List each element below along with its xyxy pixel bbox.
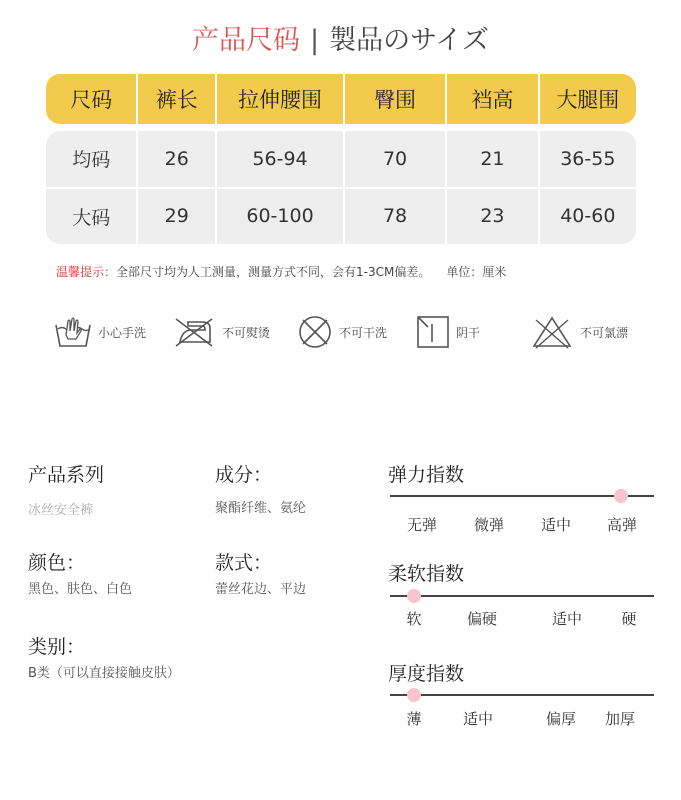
softness-indicator bbox=[407, 589, 421, 603]
header-cell: 臀围 bbox=[343, 74, 445, 124]
header-cell: 尺码 bbox=[70, 88, 113, 112]
material-value: 聚酯纤维、氨纶 bbox=[215, 501, 307, 516]
table-cell: 21 bbox=[445, 131, 537, 187]
table-cell: 均码 bbox=[72, 149, 111, 172]
elasticity-label: 微弹 bbox=[473, 516, 505, 534]
table-cell: 40-60 bbox=[538, 189, 636, 245]
table-cell: 56-94 bbox=[215, 131, 343, 187]
elasticity-label: 适中 bbox=[540, 516, 572, 534]
category-title: 类别： bbox=[28, 636, 86, 658]
softness-label: 适中 bbox=[551, 610, 583, 628]
softness-scale-line bbox=[390, 595, 654, 597]
elasticity-indicator bbox=[614, 489, 628, 503]
care-hand-wash bbox=[54, 313, 146, 351]
title-jp: 製品のサイズ bbox=[329, 25, 489, 56]
care-label: 不可干洗 bbox=[339, 325, 388, 340]
color-title: 颜色： bbox=[28, 552, 86, 574]
style-title: 款式： bbox=[215, 552, 273, 574]
size-table-body bbox=[46, 131, 636, 244]
table-cell: 大码 bbox=[72, 206, 111, 229]
title-separator: | bbox=[310, 25, 320, 56]
table-cell: 60-100 bbox=[215, 189, 343, 245]
table-cell: 29 bbox=[136, 189, 215, 245]
header-cell: 拉伸腰围 bbox=[215, 74, 343, 124]
header-cell: 大腿围 bbox=[538, 74, 636, 124]
material-title: 成分： bbox=[215, 464, 273, 486]
elasticity-title: 弹力指数 bbox=[388, 464, 465, 486]
thickness-indicator bbox=[407, 688, 421, 702]
color-value: 黑色、肤色、白色 bbox=[28, 582, 133, 597]
softness-label: 硬 bbox=[621, 610, 637, 628]
note-label: 温馨提示： bbox=[56, 265, 117, 279]
style-value: 蕾丝花边、平边 bbox=[215, 582, 307, 597]
softness-title: 柔软指数 bbox=[388, 563, 465, 585]
table-cell: 36-55 bbox=[538, 131, 636, 187]
care-no-bleach bbox=[530, 313, 628, 351]
softness-label: 软 bbox=[406, 610, 422, 628]
care-label: 不可熨烫 bbox=[222, 325, 271, 340]
care-label: 小心手洗 bbox=[98, 325, 147, 340]
series-title: 产品系列 bbox=[28, 464, 105, 486]
table-row bbox=[46, 131, 636, 187]
table-cell: 70 bbox=[343, 131, 445, 187]
category-value: B类（可以直接接触皮肤） bbox=[28, 666, 180, 681]
thickness-label: 薄 bbox=[406, 710, 422, 728]
no-bleach-icon bbox=[530, 314, 574, 350]
elasticity-label: 高弹 bbox=[606, 516, 638, 534]
care-label: 阴干 bbox=[456, 325, 481, 340]
care-label: 不可氯漂 bbox=[580, 325, 629, 340]
table-cell: 26 bbox=[136, 131, 215, 187]
thickness-label: 偏厚 bbox=[545, 710, 577, 728]
thickness-label: 适中 bbox=[462, 710, 494, 728]
measurement-note bbox=[56, 263, 506, 280]
hand-wash-icon bbox=[54, 315, 92, 349]
table-row bbox=[46, 187, 636, 245]
table-cell: 23 bbox=[445, 189, 537, 245]
note-unit: 单位：厘米 bbox=[446, 265, 507, 279]
header-cell: 裤长 bbox=[136, 74, 215, 124]
care-no-iron bbox=[172, 313, 270, 351]
header-cell: 裆高 bbox=[445, 74, 537, 124]
thickness-scale-line bbox=[390, 694, 654, 696]
title-cn: 产品尺码 bbox=[192, 25, 301, 56]
series-value: 冰丝安全裤 bbox=[28, 503, 94, 518]
care-shade-dry bbox=[416, 313, 480, 351]
softness-label: 偏硬 bbox=[466, 610, 498, 628]
table-cell: 78 bbox=[343, 189, 445, 245]
page-header bbox=[0, 18, 681, 57]
thickness-title: 厚度指数 bbox=[388, 663, 465, 685]
no-dry-clean-icon bbox=[297, 314, 333, 350]
note-text: 全部尺寸均为人工测量，测量方式不同，会有1-3CM偏差。 bbox=[116, 265, 431, 279]
shade-dry-icon bbox=[416, 314, 450, 350]
thickness-label: 加厚 bbox=[604, 710, 636, 728]
care-no-dry-clean bbox=[297, 313, 387, 351]
size-table-header bbox=[46, 74, 636, 124]
no-iron-icon bbox=[172, 315, 216, 349]
elasticity-label: 无弹 bbox=[406, 516, 438, 534]
